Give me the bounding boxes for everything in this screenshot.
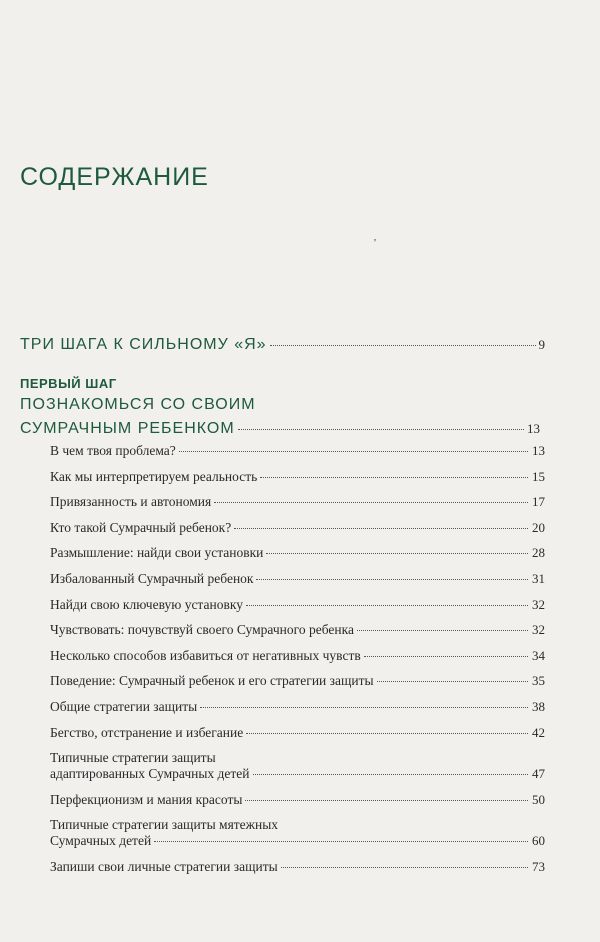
leader-dots [357,630,528,631]
toc-entry-intro[interactable] [20,336,545,354]
section-title-line2: СУМРАЧНЫМ РЕБЕНКОМ [20,420,235,437]
leader-dots [238,429,524,430]
toc-entry[interactable] [50,792,545,808]
toc-entry-title: Общие стратегии защиты [50,698,198,714]
toc-entry-section[interactable] [20,420,540,438]
toc-entry-title-line1: Типичные стратегии защиты [50,750,216,766]
toc-entry[interactable] [50,725,545,741]
toc-entry[interactable] [50,699,545,715]
leader-dots [245,800,528,801]
toc-entry[interactable] [50,597,545,613]
toc-entry-title-line2: адаптированных Сумрачных детей [50,766,250,782]
toc-entry-title: Размышление: найди свои установки [50,545,264,561]
toc-entry-title: Избалованный Сумрачный ребенок [50,570,254,586]
leader-dots [364,656,528,657]
leader-dots [179,451,528,452]
toc-entry-title-line1: Типичные стратегии защиты мятежных [50,817,279,833]
section-title-line1: ПОЗНАКОМЬСЯ СО СВОИМ [20,396,256,413]
toc-entry-page: 31 [532,570,545,586]
toc-entry[interactable] [50,469,545,485]
toc-entry-title: Поведение: Сумрачный ребенок и его стратегии защиты [50,673,374,689]
leader-dots [246,733,528,734]
toc-entry[interactable] [50,750,545,782]
toc-entry-page: 20 [532,519,545,535]
toc-entry[interactable] [50,859,545,875]
toc-entry[interactable] [50,648,545,664]
toc-entry[interactable] [50,443,545,459]
toc-entry-page: 13 [527,421,540,436]
leader-dots [214,502,528,503]
toc-entry[interactable] [50,817,545,849]
leader-dots [256,579,528,580]
toc-entry[interactable] [50,545,545,561]
leader-dots [246,605,528,606]
leader-dots [253,774,528,775]
toc-entry-title: Как мы интерпретируем реальность [50,468,258,484]
toc-entry-title: Привязанность и автономия [50,494,212,510]
leader-dots [281,867,528,868]
toc-entry-title: Перфекционизм и мания красоты [50,791,243,807]
toc-entry-page: 15 [532,468,545,484]
leader-dots [270,345,536,346]
leader-dots [234,528,528,529]
page-title: СОДЕРЖАНИЕ [20,163,209,191]
toc-entry-page: 28 [532,545,545,561]
toc-entry-title: Запиши свои личные стратегии защиты [50,858,278,874]
toc-entry-page: 17 [532,494,545,510]
toc-entry-page: 32 [532,596,545,612]
toc-entry-page: 35 [532,673,545,689]
stray-mark: ' [374,237,376,249]
toc-entry-title: Несколько способов избавиться от негативных чувств [50,647,361,663]
toc-entry-title: Чувствовать: почувствуй своего Сумрачного ребенка [50,622,354,638]
leader-dots [200,707,528,708]
toc-entry-page: 73 [532,858,545,874]
toc-entry-title-line2: Сумрачных детей [50,833,152,849]
leader-dots [260,477,528,478]
toc-entry[interactable] [50,571,545,587]
toc-entry-page: 60 [532,833,545,849]
toc-entry-page: 50 [532,791,545,807]
toc-entry-page: 13 [532,443,545,458]
toc-entry-title: Кто такой Сумрачный ребенок? [50,519,232,535]
leader-dots [266,553,528,554]
toc-entry-page: 38 [532,698,545,714]
toc-entry-page: 9 [538,337,545,352]
toc-entry-title: Бегство, отстранение и избегание [50,724,244,740]
toc-entry[interactable] [50,622,545,638]
leader-dots [154,841,528,842]
toc-entry-title: В чем твоя проблема? [50,443,176,458]
toc-entry-title: Найди свою ключевую установку [50,596,243,612]
toc-entry-page: 47 [532,766,545,782]
toc-entry[interactable] [50,520,545,536]
step-label: ПЕРВЫЙ ШАГ [20,376,117,391]
toc-entry-title: ТРИ ШАГА К СИЛЬНОМУ «Я» [20,336,267,353]
toc-entry[interactable] [50,673,545,689]
toc-entry-page: 32 [532,622,545,638]
toc-entry-page: 34 [532,647,545,663]
toc-entry-page: 42 [532,724,545,740]
toc-entry[interactable] [50,494,545,510]
toc-entries [50,443,545,885]
leader-dots [377,681,528,682]
